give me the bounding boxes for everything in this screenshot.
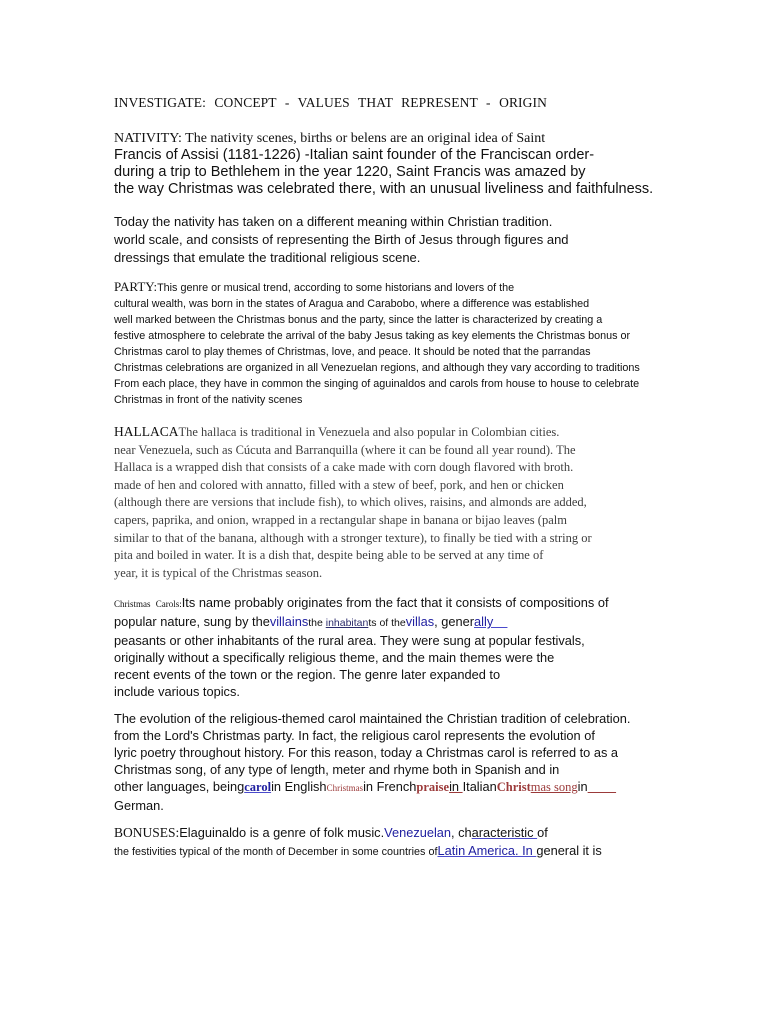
party-line-7: From each place, they have in common the singing of aguinaldos and carols from house to house to celebrate: [114, 378, 640, 390]
carols-line-1: Christmas Carols:Its name probably originates from the fact that it consists of compositions of: [114, 595, 609, 610]
christmas-french-link[interactable]: Christmas: [326, 783, 364, 793]
party-line-5: Christmas carol to play themes of Christmas, love, and peace. It should be noted that the parrandas: [114, 346, 591, 358]
inhabitants-link[interactable]: inhabitan: [325, 617, 369, 629]
latin-america-link[interactable]: Latin America. In: [437, 843, 537, 858]
nativity-line-4: the way Christmas was celebrated there, with an unusual liveliness and faithfulness.: [114, 181, 654, 197]
party-line-2: cultural wealth, was born in the states of Aragua and Carabobo, where a difference was established: [114, 298, 590, 310]
hallaca-line-9: year, it is typical of the Christmas season.: [114, 565, 323, 580]
nativity-line-3: during a trip to Bethlehem in the year 1220, Saint Francis was amazed by: [114, 164, 586, 180]
party-line-6: Christmas celebrations are organized in all Venezuelan regions, and although they vary according to traditions: [114, 362, 640, 374]
carols-paragraph: [114, 594, 609, 700]
generally-link[interactable]: ally: [474, 614, 508, 629]
carol-link[interactable]: carol: [244, 780, 272, 794]
characteristic-link[interactable]: aracteristic: [471, 825, 538, 840]
evolution-line-5: other languages, beingcarolin EnglishChristmasin Frenchpraisein ItalianChristmas songin: [114, 779, 588, 794]
party-line-1: PARTY:This genre or musical trend, according to some historians and lovers of the: [114, 279, 515, 294]
evolution-line-1: The evolution of the religious-themed carol maintained the Christian tradition of celebration.: [114, 711, 631, 726]
hallaca-paragraph: [114, 423, 592, 582]
villains-link[interactable]: villains: [269, 614, 309, 629]
carols-line-2: popular nature, sung by thevillainsthe inhabitants of thevillas, generally: [114, 614, 508, 629]
party-label: PARTY:: [114, 279, 158, 294]
bonuses-line-2: the festivities typical of the month of December in some countries ofLatin America. In general it is: [114, 843, 602, 858]
carols-line-5: recent events of the town or the region. The genre later expanded to: [114, 667, 501, 682]
nativity-line-1: NATIVITY: The nativity scenes, births or belens are an original idea of Saint: [114, 131, 546, 146]
today-paragraph: [114, 213, 569, 267]
party-line-3: well marked between the Christmas bonus and the party, since the latter is characterized by creating a: [114, 314, 603, 326]
hallaca-line-4: made of hen and colored with annatto, filled with a stew of beef, pork, and hen or chicken: [114, 477, 564, 492]
villas-link[interactable]: villas: [405, 614, 435, 629]
evolution-line-4: Christmas song, of any type of length, meter and rhyme both in Spanish and in: [114, 762, 560, 777]
bonuses-paragraph: [114, 824, 602, 861]
hallaca-line-5: (although there are versions that include fish), to which olives, raisins, and almonds are added,: [114, 495, 587, 510]
venezuelan-link[interactable]: Venezuelan: [384, 825, 452, 840]
bonuses-line-1: BONUSES:Elaguinaldo is a genre of folk music.Venezuelan, characteristic of: [114, 825, 548, 840]
hallaca-line-6: capers, paprika, and onion, wrapped in a rectangular shape in banana or bijao leaves (palm: [114, 512, 567, 527]
hallaca-line-3: Hallaca is a wrapped dish that consists of a cake made with corn dough flavored with broth.: [114, 460, 574, 475]
evolution-paragraph: [114, 710, 630, 814]
christmas-song-link[interactable]: Christ: [496, 780, 531, 794]
evolution-line-3: lyric poetry throughout history. For this reason, today a Christmas carol is referred to as a: [114, 745, 619, 760]
nativity-label: NATIVITY:: [114, 131, 182, 146]
hallaca-line-2: near Venezuela, such as Cúcuta and Barranquilla (where it can be found all year round). The: [114, 442, 576, 457]
carols-line-6: include various topics.: [114, 684, 240, 699]
nativity-line-2: Francis of Assisi (1181-1226) -Italian saint founder of the Franciscan order-: [114, 147, 595, 163]
evolution-line-6: German.: [114, 798, 164, 813]
hallaca-line-8: pita and boiled in water. It is a dish that, despite being able to be served at any time of: [114, 548, 544, 563]
carols-line-3: peasants or other inhabitants of the rural area. They were sung at popular festivals,: [114, 633, 585, 648]
party-line-8: Christmas in front of the nativity scenes: [114, 394, 303, 406]
hallaca-line-7: similar to that of the banana, although with a stronger texture), to finally be tied with a string or: [114, 530, 592, 545]
evolution-line-2: from the Lord's Christmas party. In fact, the religious carol represents the evolution of: [114, 728, 595, 743]
carols-label: Christmas Carols:: [114, 599, 182, 609]
party-paragraph: [114, 279, 640, 408]
party-line-4: festive atmosphere to celebrate the arrival of the baby Jesus taking as key elements the Christmas bonus or: [114, 330, 631, 342]
today-line-1: Today the nativity has taken on a different meaning within Christian tradition.: [114, 214, 553, 229]
today-line-3: dressings that emulate the traditional religious scene.: [114, 250, 421, 265]
hallaca-label: HALLACA: [114, 424, 179, 439]
page-title: INVESTIGATE: CONCEPT - VALUES THAT REPRESENT - ORIGIN: [114, 95, 547, 110]
carols-line-4: originally without a specifically religious theme, and the main themes were the: [114, 650, 555, 665]
hallaca-line-1: HALLACAThe hallaca is traditional in Venezuela and also popular in Colombian cities.: [114, 424, 560, 439]
today-line-2: world scale, and consists of representing the Birth of Jesus through figures and: [114, 232, 569, 247]
bonuses-label: BONUSES:: [114, 825, 180, 840]
nativity-paragraph: [114, 130, 653, 198]
praise-link[interactable]: praise: [416, 780, 450, 794]
